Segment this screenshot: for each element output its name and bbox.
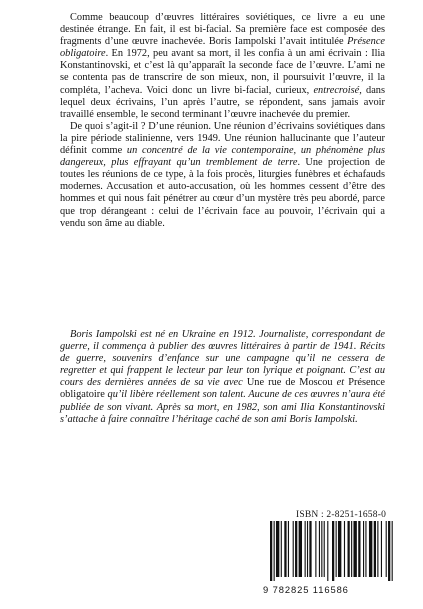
barcode-bar bbox=[315, 521, 316, 577]
barcode-bar bbox=[288, 521, 289, 577]
synopsis-paragraph-1 bbox=[60, 12, 385, 121]
barcode-bar bbox=[274, 521, 275, 581]
barcode-bar bbox=[321, 521, 322, 577]
synopsis-p2-text-2: . Une projection de toutes les réunions de ce type, à la fois procès, liturgies funèbres et échafauds modernes. Accusation et auto-accusation, où les hommes cessent d’être des hommes et qui nous fait pénétrer au cœur d’un mystère très peu abordé, parce que trop dérangeant : celui de l’écrivain face au pouvoir, l’écrivain qui a vendu son âme au diable. bbox=[60, 157, 385, 229]
barcode-bar bbox=[358, 521, 360, 577]
barcode-bar bbox=[281, 521, 282, 577]
barcode-bar bbox=[338, 521, 341, 577]
barcode-bar bbox=[374, 521, 376, 577]
synopsis-p1-text-2: . En 1972, peu avant sa mort, il les confia à un ami écrivain : Ilia Konstantinovski, et c’est là qu’apparaît la seconde face de l’œuvre. L’ami ne se contenta pas de transcrire de son mieux, non, il poursuivit l’œuvre, il la compléta, l’acheva. Voici donc un livre bi-facial, curieux, bbox=[60, 48, 385, 96]
barcode-bar bbox=[392, 521, 393, 581]
author-bio bbox=[60, 329, 385, 426]
barcode-bar bbox=[307, 521, 308, 577]
bio-text-3: qu’il libère réellement son talent. Aucune de ces œuvres n’aura été publiée de son vivant. Après sa mort, en 1982, son ami Ilia Konstantinovski s’attache à faire connaître l’héritage caché de son ami Boris Iampolski. bbox=[60, 389, 385, 425]
synopsis-p1-text-1: Comme beaucoup d’œuvres littéraires soviétiques, ce livre a eu une destinée étrange. En fait, il est bi-facial. Sa première face est composée des fragments d’une œuvre inachevée. Boris Iampolski l’avait intitulée bbox=[60, 12, 385, 48]
barcode-bar bbox=[332, 521, 334, 581]
barcode-bar bbox=[377, 521, 378, 577]
synopsis-p1-emphasis: entrecroisé bbox=[313, 84, 360, 96]
barcode-bar bbox=[363, 521, 364, 577]
barcode-bar bbox=[319, 521, 320, 577]
barcode-bar bbox=[305, 521, 306, 577]
synopsis-paragraph-2 bbox=[60, 121, 385, 230]
barcode-digits: 9 782825 116586 bbox=[263, 584, 349, 595]
barcode-bar bbox=[276, 521, 279, 577]
barcode-bar bbox=[309, 521, 311, 577]
barcode-bar bbox=[348, 521, 350, 577]
synopsis-p1-text-3: , dans lequel deux écrivains, l’un après l’autre, se répondent, sans jamais avoir travaillé ensemble, le second terminant l’œuvre inachevée du premier. bbox=[60, 84, 385, 120]
barcode-bar bbox=[386, 521, 387, 577]
synopsis-p1-book-title: Présence obligatoire bbox=[60, 36, 385, 60]
barcode-icon bbox=[270, 521, 394, 581]
barcode-bar bbox=[336, 521, 337, 577]
bio-book-title-2: Présence obligatoire bbox=[60, 377, 385, 401]
barcode-bar bbox=[365, 521, 366, 577]
barcode-bar bbox=[344, 521, 345, 577]
barcode-bar bbox=[369, 521, 372, 577]
bio-text-1: Boris Iampolski est né en Ukraine en 1912. Journaliste, correspondant de guerre, il commença à publier des œuvres littéraires à partir de 1941. Récits de guerre, souvenirs d’enfance sur une campagne qu’il ne cessera de regretter et qui frappent le lecteur par leur ton lyrique et poignant. C’est au cours des dernières années de sa vie avec bbox=[60, 329, 385, 389]
synopsis-p2-quote: un concentré de la vie contemporaine, un phénomène plus dangereux, plus effrayant qu’un tremblement de terre bbox=[60, 145, 386, 169]
isbn-label: ISBN : 2-8251-1658-0 bbox=[296, 510, 387, 520]
barcode-bar bbox=[293, 521, 294, 577]
barcode-bar bbox=[388, 521, 390, 581]
barcode-bar bbox=[381, 521, 382, 577]
barcode-bar bbox=[284, 521, 286, 577]
barcode-bar bbox=[353, 521, 356, 577]
barcode-bar bbox=[295, 521, 297, 577]
barcode-bar bbox=[327, 521, 328, 581]
barcode-bar bbox=[299, 521, 302, 577]
bio-text-2: et bbox=[332, 377, 349, 389]
synopsis-p2-text-1: De quoi s’agit-il ? D’une réunion. Une réunion d’écrivains soviétiques dans la pire période stalinienne, vers 1949. Une réunion hallucinante que l’auteur définit comme bbox=[60, 120, 385, 157]
bio-book-title-1: Une rue de Moscou bbox=[246, 377, 333, 389]
barcode-bar bbox=[270, 521, 272, 581]
barcode-bar bbox=[324, 521, 325, 577]
synopsis-text bbox=[60, 12, 385, 230]
barcode-bar bbox=[351, 521, 352, 577]
